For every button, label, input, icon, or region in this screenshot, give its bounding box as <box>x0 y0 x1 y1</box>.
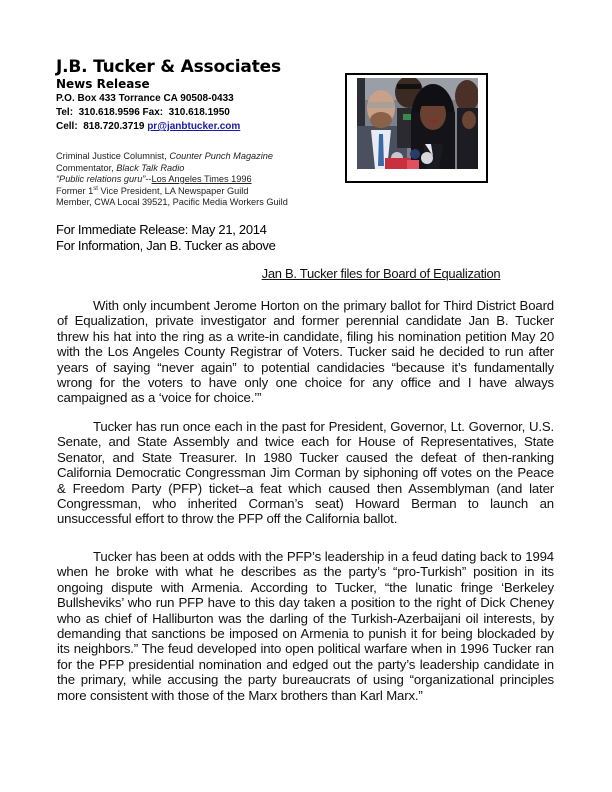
credential-text: Vice President, LA Newspaper Guild <box>97 185 249 196</box>
credential-guild-vp <box>56 186 356 198</box>
mailing-address: P.O. Box 433 Torrance CA 90508-0433 <box>56 93 234 104</box>
cell-number: Cell: 818.720.3719 <box>56 121 148 132</box>
credential-commentator <box>56 163 356 175</box>
publication-name: Counter Punch Magazine <box>169 151 274 161</box>
credential-text: Criminal Justice Columnist, <box>56 151 170 161</box>
release-type: News Release <box>56 77 150 91</box>
paragraph-text: Tucker has run once each in the past for President, Governor, Lt. Governor, U.S. Senate, and State Assembly and twice each for House of Representatives, State Senator, and State Treasurer. In 1980 Tucker caused the defeat of then-ranking California Democratic Congressman Jim Corman by siphoning off votes on the Peace & Freedom Party (PFP) ticket–a feat which caused then Assemblyman (and later Congressman, who inherited Corman’s seat) Howard Berman to launch an unsuccessful effort to throw the PFP off the California ballot. <box>57 419 554 527</box>
letterhead <box>56 57 336 134</box>
cell-line <box>56 120 336 134</box>
paragraph-text: With only incumbent Jerome Horton on the primary ballot for Third District Board of Equalization, private investigator and former perennial candidate Jan B. Tucker threw his hat into the ring as a write-in candidate, filing his nomination petition May 20 with the Los Angeles County Registrar of Voters. Tucker said he decided to run after years of saying “never again” to potential candidacies “because it’s fundamentally wrong for the voters to have only one choice for any office and I have always campaigned as a ‘voice for choice.’” <box>57 298 554 406</box>
release-info <box>56 222 276 254</box>
headline-text: Jan B. Tucker files for Board of Equalization <box>261 266 501 281</box>
company-name: J.B. Tucker & Associates <box>56 57 281 77</box>
ordinal-suffix: st <box>93 185 98 192</box>
body-paragraph-3 <box>57 549 554 703</box>
separator: -- <box>145 174 152 184</box>
quote-source: Los Angeles Times 1996 <box>151 174 252 184</box>
credential-quote <box>56 174 356 186</box>
radio-name: Black Talk Radio <box>116 162 185 173</box>
phone-fax: Tel: 310.618.9596 Fax: 310.618.1950 <box>56 107 230 118</box>
body-paragraph-2 <box>57 419 554 527</box>
quote-text: “Public relations guru” <box>56 174 146 184</box>
press-conference-photo <box>357 78 478 169</box>
credential-text: Former 1 <box>56 185 94 196</box>
credential-member: Member, CWA Local 39521, Pacific Media Workers Guild <box>56 197 288 207</box>
photo-image <box>357 78 478 169</box>
credentials-block <box>56 151 356 209</box>
release-date: For Immediate Release: May 21, 2014 <box>56 222 267 237</box>
contact-info: For Information, Jan B. Tucker as above <box>56 238 276 253</box>
credential-text: Commentator, <box>56 162 117 173</box>
body-paragraph-1 <box>57 298 554 406</box>
credential-columnist <box>56 151 356 163</box>
headline <box>0 266 612 282</box>
paragraph-text: Tucker has been at odds with the PFP’s leadership in a feud dating back to 1994 when he broke with what he describes as the party’s “pro-Turkish” position in its ongoing dispute with Armenia. According to Tucker, “the lunatic fringe ‘Berkeley Bullsheviks’ who run PFP have to this day taken a position to the right of Dick Cheney who as chief of Halliburton was the darling of the Turkish-Azerbaijani oil interests, by demanding that sanctions be imposed on Armenia to punish it for being blockaded by its neighbors.” The feud developed into open political warfare when in 1996 Tucker ran for the PFP presidential nomination and edged out the party’s leadership candidate in the primary, while accusing the party bureaucrats of using “organizational principles more consistent with those of the Marx brothers than Karl Marx.” <box>57 549 554 703</box>
email-link[interactable]: pr@janbtucker.com <box>147 121 241 132</box>
photo-frame <box>345 73 488 183</box>
